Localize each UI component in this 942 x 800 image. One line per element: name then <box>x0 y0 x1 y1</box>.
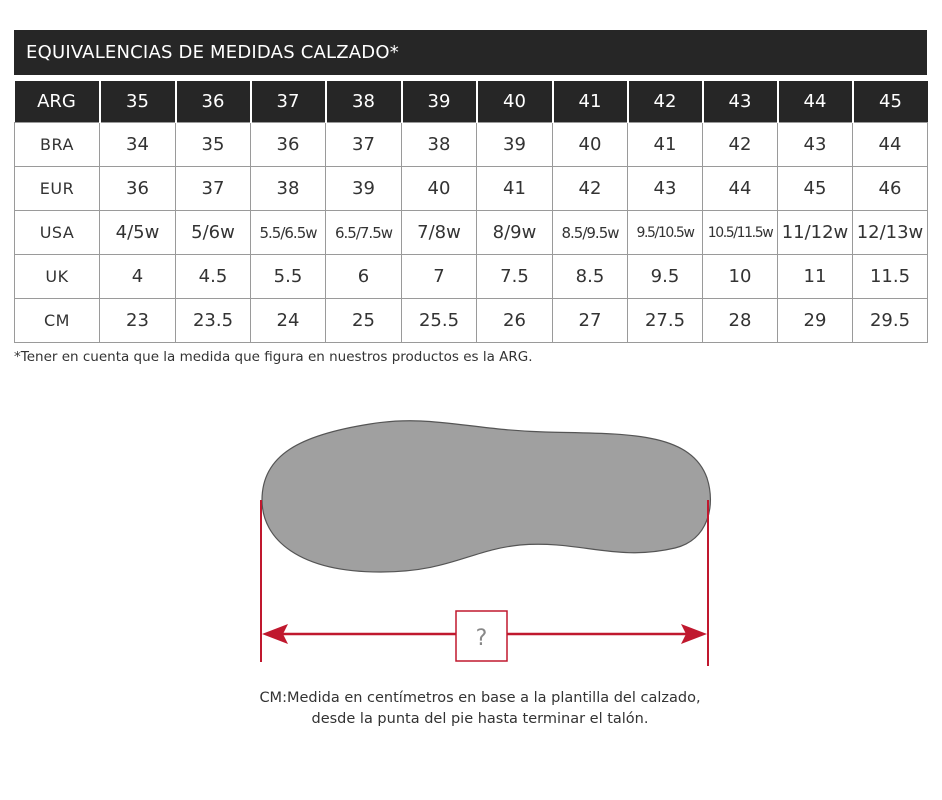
table-cell: 7/8w <box>402 211 477 255</box>
header-cell: 45 <box>853 81 928 123</box>
insole-shape <box>262 421 710 572</box>
table-cell: 24 <box>251 299 326 343</box>
footnote: *Tener en cuenta que la medida que figura en nuestros productos es la ARG. <box>14 349 533 365</box>
table-cell: 8.5/9.5w <box>553 211 628 255</box>
table-cell: 38 <box>402 123 477 167</box>
question-mark: ? <box>475 626 488 651</box>
table-cell: 39 <box>477 123 553 167</box>
header-cell: 43 <box>703 81 778 123</box>
table-cell: 45 <box>778 167 853 211</box>
table-cell: 36 <box>251 123 326 167</box>
table-cell: 7 <box>402 255 477 299</box>
table-cell: 4.5 <box>176 255 251 299</box>
table-cell: 40 <box>553 123 628 167</box>
table-cell: 39 <box>326 167 402 211</box>
header-cell: 42 <box>628 81 703 123</box>
table-cell: 37 <box>176 167 251 211</box>
table-cell: 27 <box>553 299 628 343</box>
caption-line-2: desde la punta del pie hasta terminar el talón. <box>311 711 649 727</box>
table-cell: 6.5/7.5w <box>326 211 402 255</box>
header-cell: 35 <box>100 81 176 123</box>
table-cell: 44 <box>703 167 778 211</box>
table-cell: 8.5 <box>553 255 628 299</box>
row-label: CM <box>15 299 100 343</box>
table-cell: 44 <box>853 123 928 167</box>
table-cell: 23 <box>100 299 176 343</box>
row-label: BRA <box>15 123 100 167</box>
caption <box>120 688 840 730</box>
table-cell: 43 <box>778 123 853 167</box>
caption-line-1: CM:Medida en centímetros en base a la plantilla del calzado, <box>259 690 701 706</box>
table-cell: 11/12w <box>778 211 853 255</box>
table-cell: 7.5 <box>477 255 553 299</box>
table-cell: 25 <box>326 299 402 343</box>
header-cell: 39 <box>402 81 477 123</box>
row-label: UK <box>15 255 100 299</box>
table-cell: 42 <box>703 123 778 167</box>
row-label: USA <box>15 211 100 255</box>
table-cell: 34 <box>100 123 176 167</box>
table-cell: 38 <box>251 167 326 211</box>
header-cell: 38 <box>326 81 402 123</box>
table-cell: 4 <box>100 255 176 299</box>
table-cell: 11 <box>778 255 853 299</box>
table-cell: 9.5/10.5w <box>628 211 703 255</box>
table-cell: 29.5 <box>853 299 928 343</box>
table-cell: 41 <box>477 167 553 211</box>
table-cell: 10 <box>703 255 778 299</box>
table-cell: 29 <box>778 299 853 343</box>
table-cell: 6 <box>326 255 402 299</box>
table-cell: 43 <box>628 167 703 211</box>
table-cell: 36 <box>100 167 176 211</box>
table-cell: 4/5w <box>100 211 176 255</box>
header-cell: 44 <box>778 81 853 123</box>
header-cell: 36 <box>176 81 251 123</box>
table-cell: 12/13w <box>853 211 928 255</box>
table-cell: 42 <box>553 167 628 211</box>
table-cell: 10.5/11.5w <box>703 211 778 255</box>
table-cell: 28 <box>703 299 778 343</box>
table-cell: 40 <box>402 167 477 211</box>
table-cell: 11.5 <box>853 255 928 299</box>
table-cell: 5.5/6.5w <box>251 211 326 255</box>
table-cell: 5/6w <box>176 211 251 255</box>
table-cell: 9.5 <box>628 255 703 299</box>
table-cell: 46 <box>853 167 928 211</box>
table-cell: 27.5 <box>628 299 703 343</box>
table-cell: 41 <box>628 123 703 167</box>
table-cell: 5.5 <box>251 255 326 299</box>
chart-title: EQUIVALENCIAS DE MEDIDAS CALZADO* <box>14 30 927 75</box>
row-label: EUR <box>15 167 100 211</box>
table-cell: 8/9w <box>477 211 553 255</box>
header-cell: 37 <box>251 81 326 123</box>
table-cell: 37 <box>326 123 402 167</box>
header-cell: 41 <box>553 81 628 123</box>
table-cell: 35 <box>176 123 251 167</box>
header-cell: 40 <box>477 81 553 123</box>
table-cell: 25.5 <box>402 299 477 343</box>
header-label: ARG <box>15 81 100 123</box>
table-cell: 23.5 <box>176 299 251 343</box>
table-cell: 26 <box>477 299 553 343</box>
